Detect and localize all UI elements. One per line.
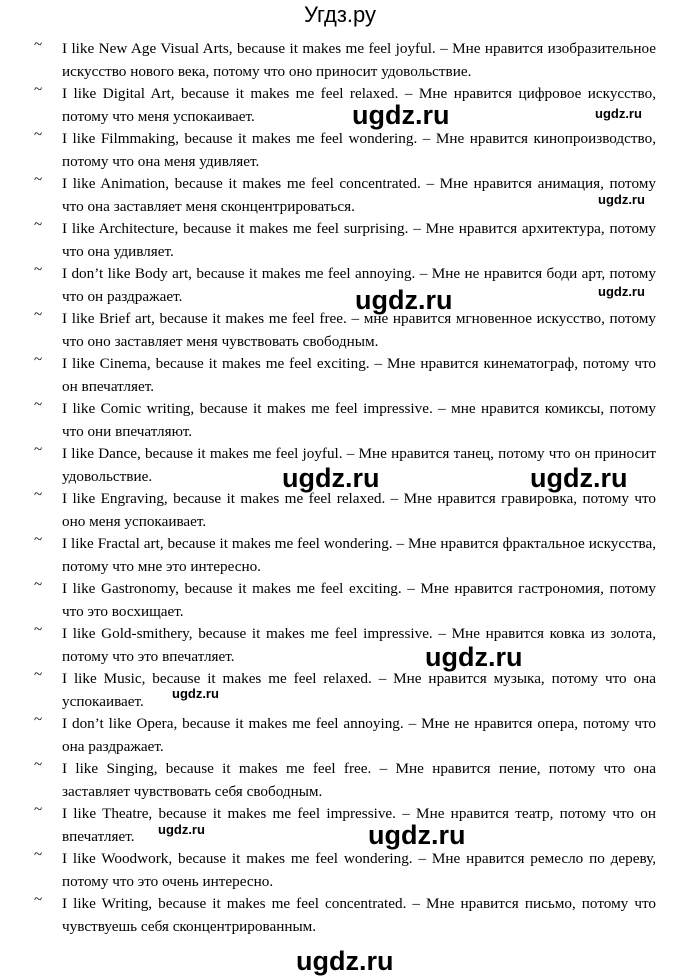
bullet-icon: ~ xyxy=(34,352,43,368)
list-item xyxy=(0,848,680,893)
list-item xyxy=(0,533,680,578)
list-item-text: I like New Age Visual Arts, because it makes me feel joyful. – Мне нравится изобразительное искусство нового века, потому что оно приносит удовольствие. xyxy=(62,40,656,80)
list-item-text: I like Dance, because it makes me feel joyful. – Мне нравится танец, потому что он приносит удовольствие. xyxy=(62,445,656,485)
list-item-text: I like Brief art, because it makes me feel free. – мне нравится мгновенное искусство, потому что оно заставляет меня чувствовать свободным. xyxy=(62,310,656,350)
list-item xyxy=(0,398,680,443)
list-item xyxy=(0,173,680,218)
watermark: ugdz.ru xyxy=(282,463,380,493)
list-item xyxy=(0,128,680,173)
list-item-text: I like Fractal art, because it makes me feel wondering. – Мне нравится фрактальное искусства, потому что мне это интересно. xyxy=(62,535,656,575)
bullet-icon: ~ xyxy=(34,442,43,458)
list-item xyxy=(0,758,680,803)
bullet-icon: ~ xyxy=(34,397,43,413)
bullet-icon: ~ xyxy=(34,757,43,773)
list-item xyxy=(0,263,680,308)
bullet-icon: ~ xyxy=(34,892,43,908)
watermark-small: ugdz.ru xyxy=(172,686,219,701)
bullet-icon: ~ xyxy=(34,127,43,143)
watermark: ugdz.ru xyxy=(296,946,394,976)
bullet-icon: ~ xyxy=(34,217,43,233)
list-item xyxy=(0,353,680,398)
watermark: ugdz.ru xyxy=(530,463,628,493)
list-item-text: I like Woodwork, because it makes me feel wondering. – Мне нравится ремесло по дереву, потому что это очень интересно. xyxy=(62,850,656,890)
bullet-icon: ~ xyxy=(34,847,43,863)
watermark-small: ugdz.ru xyxy=(595,106,642,121)
list-item-text: I like Filmmaking, because it makes me feel wondering. – Мне нравится кинопроизводство, потому что она меня удивляет. xyxy=(62,130,656,170)
bullet-icon: ~ xyxy=(34,262,43,278)
bullet-icon: ~ xyxy=(34,37,43,53)
bullet-icon: ~ xyxy=(34,802,43,818)
list-item-text: I like Digital Art, because it makes me feel relaxed. – Мне нравится цифровое искусство, потому что меня успокаивает. xyxy=(62,85,656,125)
list-item xyxy=(0,713,680,758)
watermark: ugdz.ru xyxy=(368,820,466,850)
watermark-small: ugdz.ru xyxy=(598,284,645,299)
list-item-text: I like Gold-smithery, because it makes me feel impressive. – Мне нравится ковка из золота, потому что это впечатляет. xyxy=(62,625,656,665)
bullet-icon: ~ xyxy=(34,307,43,323)
watermark-small: ugdz.ru xyxy=(598,192,645,207)
list-item xyxy=(0,668,680,713)
list-item-text: I like Music, because it makes me feel relaxed. – Мне нравится музыка, потому что она успокаивает. xyxy=(62,670,656,710)
list-item xyxy=(0,803,680,848)
list-item-text: I like Cinema, because it makes me feel exciting. – Мне нравится кинематограф, потому что он впечатляет. xyxy=(62,355,656,395)
list-item-text: I like Gastronomy, because it makes me feel exciting. – Мне нравится гастрономия, потому что это восхищает. xyxy=(62,580,656,620)
list-item-text: I like Writing, because it makes me feel concentrated. – Мне нравится письмо, потому что чувствуешь себя сконцентрированным. xyxy=(62,895,656,935)
bullet-icon: ~ xyxy=(34,82,43,98)
list-item-text: I like Comic writing, because it makes me feel impressive. – мне нравится комиксы, потому что они впечатляют. xyxy=(62,400,656,440)
watermark: ugdz.ru xyxy=(355,285,453,315)
list-item xyxy=(0,623,680,668)
list-item xyxy=(0,38,680,83)
list-item xyxy=(0,893,680,938)
list-item-text: I like Theatre, because it makes me feel impressive. – Мне нравится театр, потому что он впечатляет. xyxy=(62,805,656,845)
list-item xyxy=(0,488,680,533)
bullet-icon: ~ xyxy=(34,667,43,683)
list-item-text: I don’t like Body art, because it makes me feel annoying. – Мне не нравится боди арт, потому что он раздражает. xyxy=(62,265,656,305)
bullet-icon: ~ xyxy=(34,577,43,593)
list-item-text: I like Architecture, because it makes me feel surprising. – Мне нравится архитектура, потому что она удивляет. xyxy=(62,220,656,260)
list-item-text: I don’t like Opera, because it makes me feel annoying. – Мне не нравится опера, потому что она раздражает. xyxy=(62,715,656,755)
list-item xyxy=(0,218,680,263)
list-item-text: I like Animation, because it makes me feel concentrated. – Мне нравится анимация, потому что она заставляет меня сконцентрироваться. xyxy=(62,175,656,215)
bullet-icon: ~ xyxy=(34,712,43,728)
bullet-icon: ~ xyxy=(34,532,43,548)
watermark: ugdz.ru xyxy=(425,642,523,672)
bullet-icon: ~ xyxy=(34,622,43,638)
list-item xyxy=(0,308,680,353)
watermark-small: ugdz.ru xyxy=(158,822,205,837)
list-item xyxy=(0,578,680,623)
list-item-text: I like Engraving, because it makes me feel relaxed. – Мне нравится гравировка, потому что оно меня успокаивает. xyxy=(62,490,656,530)
list-item-text: I like Singing, because it makes me feel free. – Мне нравится пение, потому что она заставляет чувствовать себя свободным. xyxy=(62,760,656,800)
bullet-icon: ~ xyxy=(34,487,43,503)
page-title: Угдз.ру xyxy=(303,2,377,27)
watermark: ugdz.ru xyxy=(352,100,450,130)
list-item xyxy=(0,83,680,128)
bullet-icon: ~ xyxy=(34,172,43,188)
